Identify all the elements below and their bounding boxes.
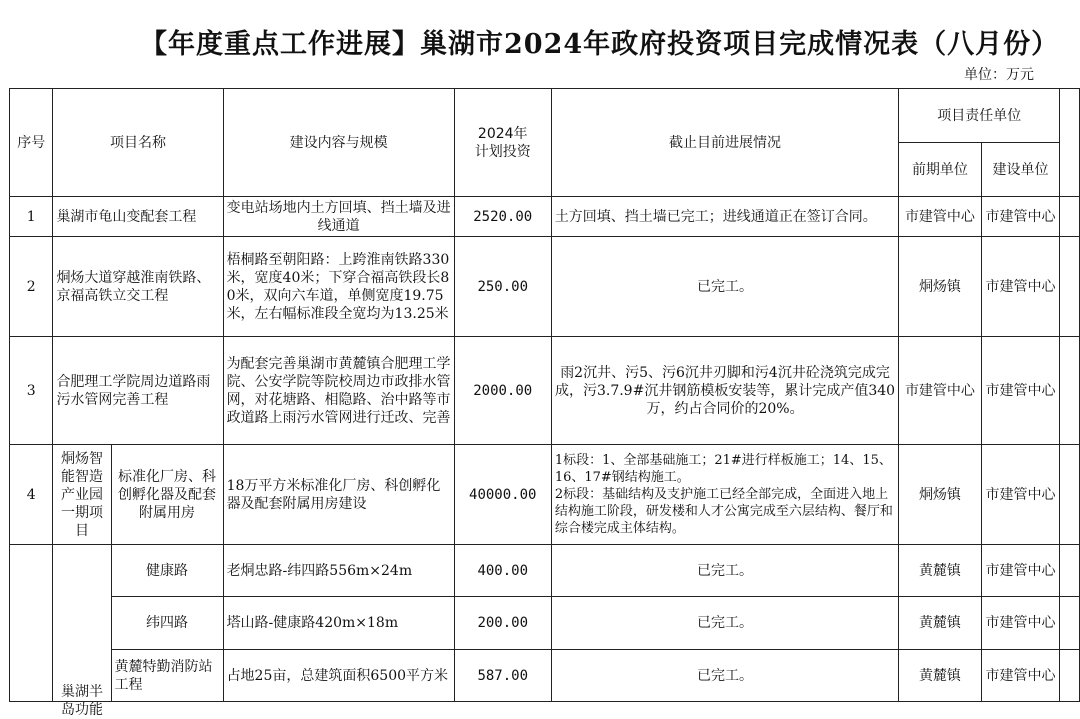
table-row — [10, 545, 1080, 597]
row-content: 18万平方米标准化厂房、科创孵化器及配套附属用房建设 — [223, 445, 454, 545]
table-row — [10, 237, 1080, 337]
row-seq: 4 — [10, 445, 53, 545]
row-progress: 1标段：1、全部基础施工；21#进行样板施工；14、15、16、17#钢结构施工。 2标段：基础结构及支护施工已经全部完成，全面进入地上结构施工阶段，研发楼和人才公寓完成至六层结构、餐厅和综合楼完成主体结构。 — [551, 445, 898, 545]
row-group — [53, 545, 111, 718]
row-extra — [1060, 545, 1080, 597]
row-seq: 3 — [10, 337, 53, 445]
row-name: 烔炀大道穿越淮南铁路、京福高铁立交工程 — [53, 237, 223, 337]
row-name: 健康路 — [111, 545, 223, 597]
header-progress: 截止目前进展情况 — [551, 89, 898, 197]
row-build-unit: 市建管中心 — [981, 197, 1060, 237]
row-pre-unit: 市建管中心 — [899, 337, 981, 445]
row-invest: 2520.00 — [454, 197, 551, 237]
header-extra — [1060, 89, 1080, 197]
unit-label: 单位：万元 — [964, 67, 1034, 83]
header-invest-plan: 计划投资 — [474, 143, 531, 160]
row-build-unit: 市建管中心 — [981, 545, 1060, 597]
header-content: 建设内容与规模 — [223, 89, 454, 197]
row-pre-unit: 市建管中心 — [899, 197, 981, 237]
row-extra — [1060, 445, 1080, 545]
row-build-unit: 市建管中心 — [981, 237, 1060, 337]
row-seq: 1 — [10, 197, 53, 237]
header-invest-year: 2024年 — [477, 125, 528, 142]
row-progress: 已完工。 — [551, 237, 898, 337]
row-pre-unit: 烔炀镇 — [899, 445, 981, 545]
page-title: 【年度重点工作进展】巢湖市2024年政府投资项目完成情况表（八月份） — [140, 29, 1060, 60]
header-pre-unit: 前期单位 — [899, 143, 981, 197]
projects-table — [9, 88, 1080, 718]
row-build-unit: 市建管中心 — [981, 650, 1060, 702]
row-invest: 200.00 — [454, 597, 551, 650]
row-content: 为配套完善巢湖市黄麓镇合肥理工学院、公安学院等院校周边市政排水管网，对花塘路、相隐路、治中路等市政道路上雨污水管网进行迁改、完善 — [223, 337, 454, 445]
row-name: 纬四路 — [111, 597, 223, 650]
table-row — [10, 445, 1080, 545]
row-name: 合肥理工学院周边道路雨污水管网完善工程 — [53, 337, 223, 445]
row-name: 黄麓特勤消防站工程 — [111, 650, 223, 702]
row-invest: 2000.00 — [454, 337, 551, 445]
header-name: 项目名称 — [53, 89, 223, 197]
row-pre-unit: 烔炀镇 — [899, 237, 981, 337]
header-invest — [454, 89, 551, 197]
row-group-text: 巢湖半岛功能 — [60, 684, 103, 718]
row-group: 烔炀智能智造产业园一期项目 — [53, 445, 111, 545]
header-seq: 序号 — [10, 89, 53, 197]
row-content: 塔山路-健康路420m×18m — [223, 597, 454, 650]
row-progress: 已完工。 — [551, 597, 898, 650]
row-invest: 587.00 — [454, 650, 551, 702]
row-pre-unit: 黄麓镇 — [899, 545, 981, 597]
table-row — [10, 197, 1080, 237]
row-extra — [1060, 650, 1080, 702]
row-invest: 400.00 — [454, 545, 551, 597]
row-extra — [1060, 597, 1080, 650]
row-content: 老烔忠路-纬四路556m×24m — [223, 545, 454, 597]
row-build-unit: 市建管中心 — [981, 445, 1060, 545]
row-content: 梧桐路至朝阳路：上跨淮南铁路330米，宽度40米；下穿合福高铁段长80米，双向六车道，单侧宽度19.75米，左右幅标准段全宽均为13.25米 — [223, 237, 454, 337]
row-extra — [1060, 197, 1080, 237]
row-extra — [1060, 237, 1080, 337]
row-build-unit: 市建管中心 — [981, 597, 1060, 650]
row-pre-unit: 黄麓镇 — [899, 597, 981, 650]
row-extra — [1060, 337, 1080, 445]
row-invest: 40000.00 — [454, 445, 551, 545]
table-row — [10, 337, 1080, 445]
row-content: 占地25亩，总建筑面积6500平方米 — [223, 650, 454, 702]
table-row — [10, 597, 1080, 650]
header-row — [10, 89, 1080, 143]
row-pre-unit: 黄麓镇 — [899, 650, 981, 702]
row-progress: 已完工。 — [551, 650, 898, 702]
row-progress: 雨2沉井、污5、污6沉井刃脚和污4沉井砼浇筑完成完成，污3.7.9#沉井钢筋模板安装等，累计完成产值340万，约占合同价的20%。 — [551, 337, 898, 445]
row-build-unit: 市建管中心 — [981, 337, 1060, 445]
table-row — [10, 650, 1080, 702]
row-invest: 250.00 — [454, 237, 551, 337]
row-seq — [10, 545, 53, 702]
row-progress: 土方回填、挡土墙已完工；进线通道正在签订合同。 — [551, 197, 898, 237]
row-name: 标准化厂房、科创孵化器及配套附属用房 — [111, 445, 223, 545]
row-progress: 已完工。 — [551, 545, 898, 597]
row-content: 变电站场地内土方回填、挡土墙及进线通道 — [223, 197, 454, 237]
row-name: 巢湖市龟山变配套工程 — [53, 197, 223, 237]
header-responsible: 项目责任单位 — [899, 89, 1060, 143]
header-build-unit: 建设单位 — [981, 143, 1060, 197]
row-seq: 2 — [10, 237, 53, 337]
